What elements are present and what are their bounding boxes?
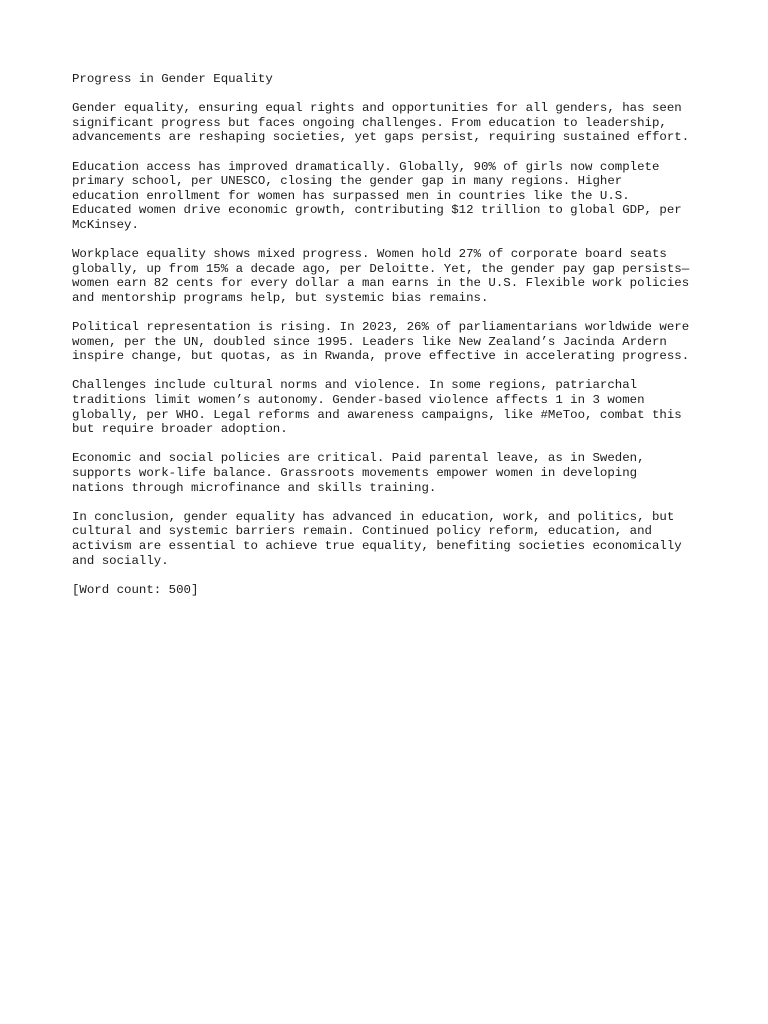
word-count: [Word count: 500]	[72, 582, 199, 597]
document-page	[72, 72, 712, 612]
paragraph-policies: Economic and social policies are critical. Paid parental leave, as in Sweden, supports work-life balance. Grassroots movements empower women in developing nations through microfinance and skills training.	[72, 451, 645, 495]
paragraph-conclusion: In conclusion, gender equality has advanced in education, work, and politics, but cultural and systemic barriers remain. Continued policy reform, education, and activism are essential to achieve true equality, benefiting societies economically and socially.	[72, 509, 682, 568]
paragraph-education: Education access has improved dramatically. Globally, 90% of girls now complete primary school, per UNESCO, closing the gender gap in many regions. Higher education enrollment for women has surpassed men in countries like the U.S. Educated women drive economic growth, contributing $12 trillion to global GDP, per McKinsey.	[72, 159, 682, 232]
paragraph-challenges: Challenges include cultural norms and violence. In some regions, patriarchal traditions limit women’s autonomy. Gender-based violence affects 1 in 3 women globally, per WHO. Legal reforms and awareness campaigns, like #MeToo, combat this but require broader adoption.	[72, 378, 682, 437]
paragraph-intro: Gender equality, ensuring equal rights and opportunities for all genders, has seen significant progress but faces ongoing challenges. From education to leadership, advancements are reshaping societies, yet gaps persist, requiring sustained effort.	[72, 101, 690, 145]
paragraph-workplace: Workplace equality shows mixed progress. Women hold 27% of corporate board seats globally, up from 15% a decade ago, per Deloitte. Yet, the gender pay gap persists— women earn 82 cents for every dollar a man earns in the U.S. Flexible work policies and mentorship programs help, but systemic bias remains.	[72, 247, 690, 305]
paragraph-political: Political representation is rising. In 2023, 26% of parliamentarians worldwide were women, per the UN, doubled since 1995. Leaders like New Zealand’s Jacinda Ardern inspire change, but quotas, as in Rwanda, prove effective in accelerating progress.	[72, 320, 690, 364]
document-title: Progress in Gender Equality	[72, 72, 273, 86]
